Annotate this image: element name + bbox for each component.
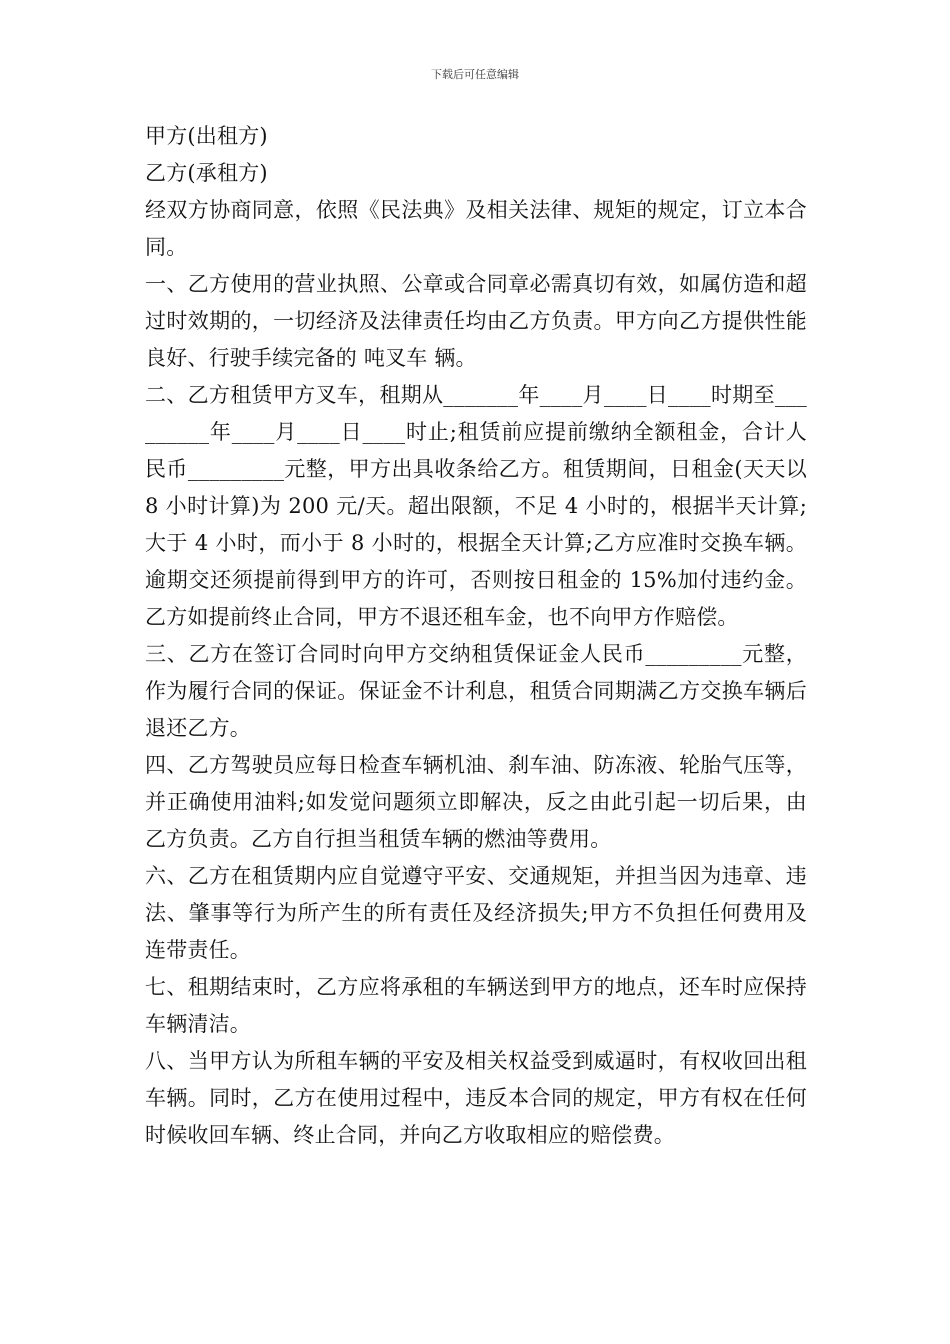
clause-8: 八、当甲方认为所租车辆的平安及相关权益受到威逼时，有权收回出租车辆。同时，乙方在使用过程中，违反本合同的规定，甲方有权在任何时候收回车辆、终止合同，并向乙方收取相应的赔偿费。 [145,1049,807,1147]
document-body [145,118,807,1154]
clause-6: 六、乙方在租赁期内应自觉遵守平安、交通规矩，并担当因为违章、违法、肇事等行为所产生的所有责任及经济损失;甲方不负担任何费用及连带责任。 [145,864,807,962]
party-a-line: 甲方(出租方) [145,124,268,148]
page-header-note: 下载后可任意编辑 [431,68,519,81]
clause-2: 二、乙方租赁甲方叉车，租期从_______年____月____日____时期至_________年____月____日____时止;租赁前应提前缴纳全额租金，合计人民币_________元整，甲方出具收条给乙方。租赁期间，日租金(天天以 8 小时计算)为 200 元/天。超出限额，不足 4 小时的，根据半天计算;大于 4 小时，而小于 8 小时的，根据全天计算;乙方应准时交换车辆。逾期交还须提前得到甲方的许可，否则按日租金的 15%加付违约金。乙方如提前终止合同，甲方不退还租车金，也不向甲方作赔偿。 [145,383,807,629]
contract-preamble: 经双方协商同意，依照《民法典》及相关法律、规矩的规定，订立本合同。 [145,198,807,259]
clause-1: 一、乙方使用的营业执照、公章或合同章必需真切有效，如属仿造和超过时效期的，一切经济及法律责任均由乙方负责。甲方向乙方提供性能良好、行驶手续完备的 吨叉车 辆。 [145,272,807,370]
clause-4: 四、乙方驾驶员应每日检查车辆机油、刹车油、防冻液、轮胎气压等，并正确使用油料;如发觉问题须立即解决，反之由此引起一切后果，由乙方负责。乙方自行担当租赁车辆的燃油等费用。 [145,753,807,851]
party-b-line: 乙方(承租方) [145,161,268,185]
clause-3: 三、乙方在签订合同时向甲方交纳租赁保证金人民币_________元整，作为履行合同的保证。保证金不计利息，租赁合同期满乙方交换车辆后退还乙方。 [145,642,807,740]
clause-7: 七、租期结束时，乙方应将承租的车辆送到甲方的地点，还车时应保持车辆清洁。 [145,975,807,1036]
